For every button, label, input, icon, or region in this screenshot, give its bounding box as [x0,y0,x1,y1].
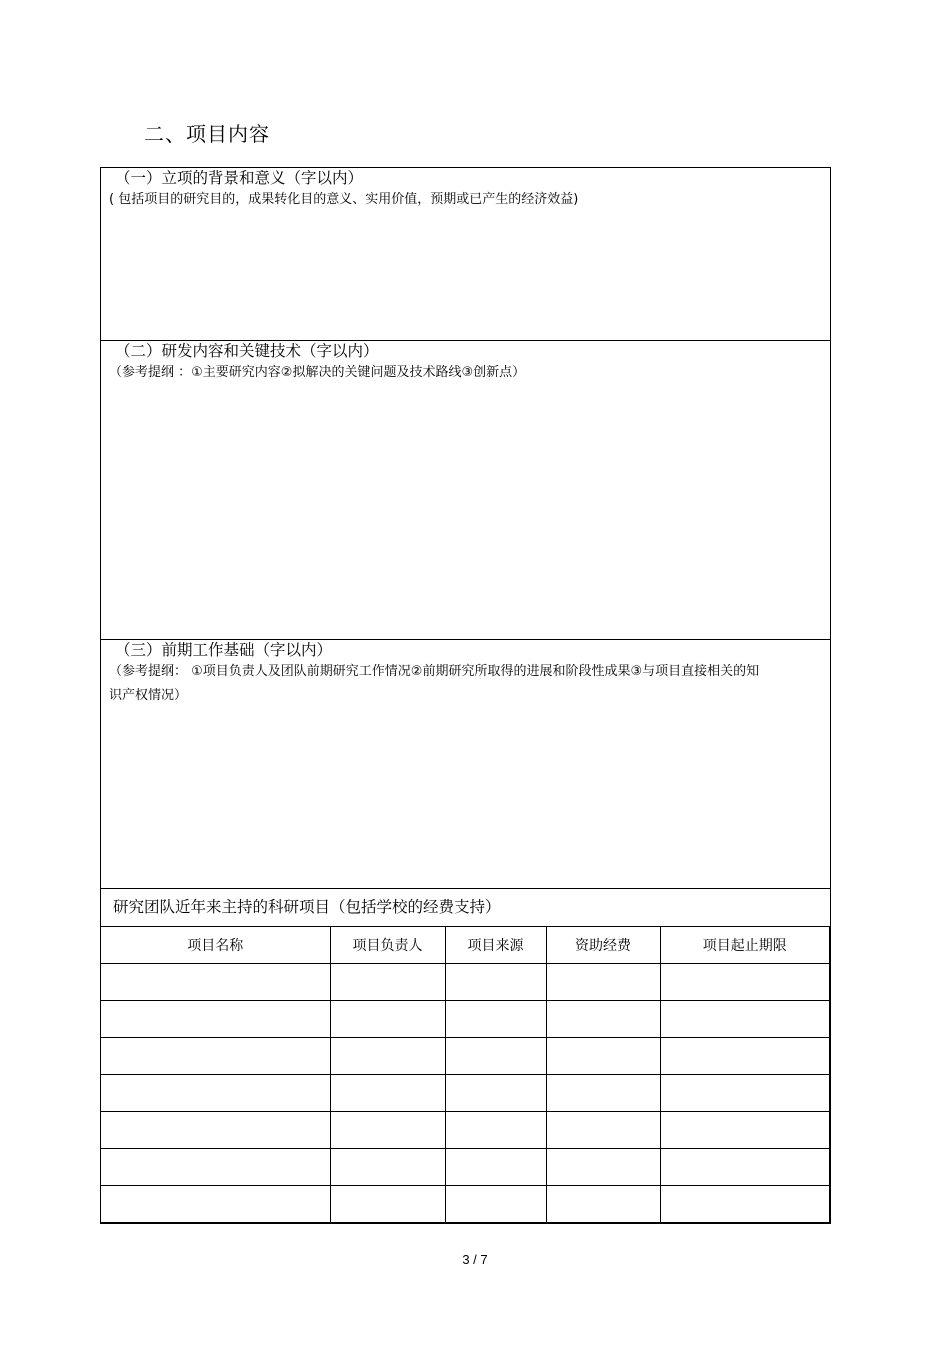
section-prior-heading: （三）前期工作基础（字以内） [115,641,333,659]
table-cell[interactable] [660,1186,830,1223]
table-cell[interactable] [546,1186,660,1223]
table-cell[interactable] [445,1038,546,1075]
col-project-leader: 项目负责人 [330,927,445,964]
table-cell[interactable] [445,964,546,1001]
table-cell[interactable] [546,1001,660,1038]
table-cell[interactable] [445,1001,546,1038]
table-cell[interactable] [101,1112,330,1149]
table-cell[interactable] [101,1149,330,1186]
section-rnd-heading: （二）研发内容和关键技术（字以内） [115,342,379,360]
table-cell[interactable] [330,1149,445,1186]
table-cell[interactable] [330,1038,445,1075]
table-cell[interactable] [445,1149,546,1186]
table-cell[interactable] [101,1001,330,1038]
table-cell[interactable] [445,1112,546,1149]
section-background-hint: ( 包括项目的研究目的，成果转化目的意义、实用价值，预期或已产生的经济效益) [109,192,579,207]
table-cell[interactable] [660,1001,830,1038]
section-prior-work[interactable] [101,640,831,889]
section-rnd-content[interactable] [101,341,831,640]
table-cell[interactable] [546,1112,660,1149]
table-row [101,1186,830,1223]
table-cell[interactable] [546,964,660,1001]
table-cell[interactable] [660,1112,830,1149]
table-cell[interactable] [330,1186,445,1223]
section-prior-hint: （参考提纲： ①项目负责人及团队前期研究工作情况②前期研究所取得的进展和阶段性成果③与项目直接相关的知识产权情况） [109,664,760,703]
section-rnd-hint: （参考提纲 ：①主要研究内容②拟解决的关键问题及技术路线③创新点） [109,365,526,380]
page-title: 二、项目内容 [144,122,270,146]
table-row [101,1149,830,1186]
team-projects-header [101,889,831,927]
team-projects-table-cell [101,927,831,1224]
table-cell[interactable] [546,1075,660,1112]
table-row [101,1038,830,1075]
table-row [101,1001,830,1038]
col-project-source: 项目来源 [445,927,546,964]
table-cell[interactable] [445,1075,546,1112]
section-background-heading: （一）立项的背景和意义（字以内） [115,169,364,187]
table-cell[interactable] [101,1186,330,1223]
col-funding: 资助经费 [546,927,660,964]
table-cell[interactable] [330,1112,445,1149]
page-number: 3 / 7 [462,1252,488,1267]
table-cell[interactable] [101,1075,330,1112]
col-project-name: 项目名称 [101,927,330,964]
section-background[interactable] [101,168,831,341]
table-cell[interactable] [101,964,330,1001]
table-cell[interactable] [546,1149,660,1186]
table-cell[interactable] [330,1075,445,1112]
table-cell[interactable] [660,1038,830,1075]
table-cell[interactable] [101,1038,330,1075]
table-cell[interactable] [660,1075,830,1112]
project-content-form [100,167,831,1224]
table-cell[interactable] [330,964,445,1001]
team-projects-table [101,927,830,1223]
table-row [101,964,830,1001]
team-projects-title: 研究团队近年来主持的科研项目（包括学校的经费支持） [113,898,501,916]
table-cell[interactable] [660,964,830,1001]
table-cell[interactable] [546,1038,660,1075]
table-cell[interactable] [660,1149,830,1186]
col-project-period: 项目起止期限 [660,927,830,964]
table-cell[interactable] [445,1186,546,1223]
table-cell[interactable] [330,1001,445,1038]
table-row [101,1112,830,1149]
table-header-row [101,927,830,964]
table-row [101,1075,830,1112]
